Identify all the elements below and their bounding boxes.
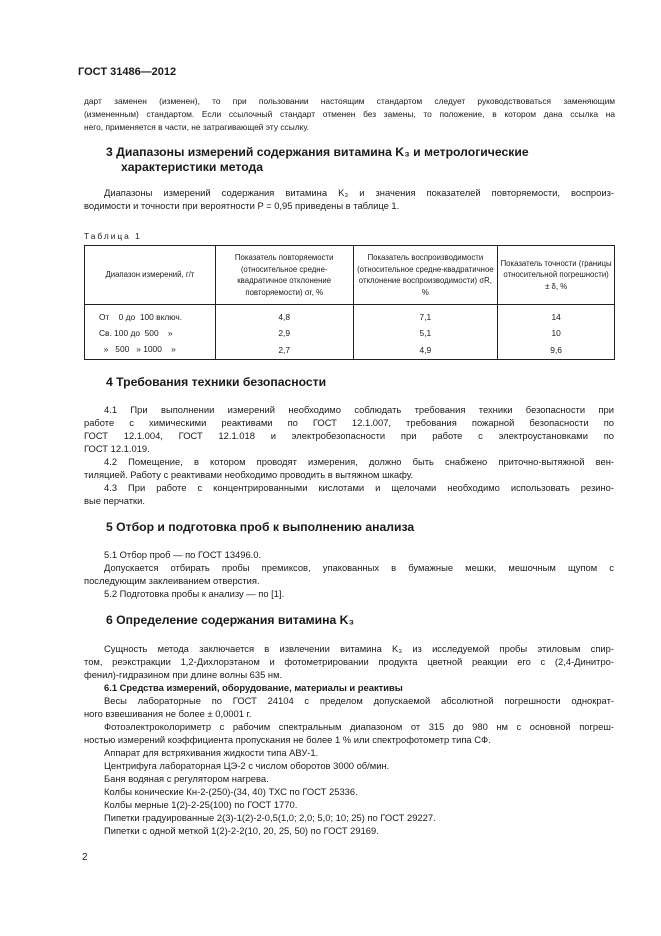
text-line: Допускается отбирать пробы премиксов, упакованных в бумажные мешки, мешочным щупом с — [104, 562, 614, 573]
text-line: Аппарат для встряхивания жидкости типа АВУ-1. — [104, 747, 319, 758]
table-cell: 9,6 — [498, 341, 615, 360]
table-header-cell: Показатель повторяемости (относительное средне-квадратичное отклонение повторяемости) σr, % — [215, 246, 353, 305]
intro-paragraph — [84, 95, 615, 134]
table-header-cell: Показатель воспроизводимости (относительное средне-квадратичное отклонение воспроизводимости) σR, % — [353, 246, 498, 305]
text-line: Диапазоны измерений содержания витамина K₃ и значения показателей повторяемости, воспроиз- — [104, 187, 614, 198]
text-line: вые перчатки. — [84, 495, 145, 506]
table-header-cell: Диапазон измерений, г/т — [85, 246, 216, 305]
section-4-title: 4 Требования техники безопасности — [106, 375, 327, 389]
table-cell: » 500 » 1000 » — [85, 341, 216, 360]
table-caption: Таблица 1 — [84, 231, 142, 241]
text-line: Пипетки градуированные 2(3)-1(2)-2-0,5(1,0; 2,0; 5,0; 10; 25) по ГОСТ 29227. — [104, 812, 436, 823]
section-3-title-cont: характеристики метода — [121, 160, 264, 174]
text-line: ностью измерений коэффициента пропускания не более 1 % или спектрофотометр типа СФ. — [84, 734, 491, 745]
text-line: Пипетки с одной меткой 1(2)-2-2(10, 20, 25, 50) по ГОСТ 29169. — [104, 825, 379, 836]
table-cell: 14 — [498, 305, 615, 326]
text-line: Сущность метода заключается в извлечении витамина K₃ из исследуемой пробы этиловым спир- — [104, 643, 614, 654]
text-line: 4.2 Помещение, в котором проводят измерения, должно быть снабжено приточно-вытяжной вен- — [104, 456, 614, 467]
table-cell: 5,1 — [353, 325, 498, 341]
table-header-row — [85, 246, 615, 305]
section-5-title: 5 Отбор и подготовка проб к выполнению анализа — [106, 520, 415, 534]
text-line: водимости и точности при вероятности P = 0,95 приведены в таблице 1. — [84, 200, 400, 211]
table-cell: Св. 100 до 500 » — [85, 325, 216, 341]
text-line: работе с химическими реактивами по ГОСТ 12.1.007, требования пожарной безопасности по — [84, 417, 614, 428]
table-header-cell: Показатель точности (границы относительной погрешности) ± δ, % — [498, 246, 615, 305]
table-1 — [84, 245, 615, 360]
text-line: Фотоэлектроколориметр с рабочим спектральным диапазоном от 315 до 980 нм с основной погреш- — [104, 721, 614, 732]
text-line: тиляцией. Работу с реактивами необходимо проводить в вытяжном шкафу. — [84, 469, 414, 480]
text-line: 4.3 При работе с концентрированными кислотами и щелочами необходимо использовать резино- — [104, 482, 614, 493]
table-cell: От 0 до 100 включ. — [85, 305, 216, 326]
subsection-6-1-title: 6.1 Средства измерений, оборудование, материалы и реактивы — [104, 682, 403, 693]
section-3-text — [104, 187, 614, 200]
page-number: 2 — [82, 852, 88, 863]
text-line: Баня водяная с регулятором нагрева. — [104, 773, 269, 784]
text-line: фенил)-гидразином при длине волны 635 нм. — [84, 669, 283, 680]
text-line: ГОСТ 12.1.019. — [84, 443, 150, 454]
text-line: дарт заменен (изменен), то при пользовании настоящим стандартом следует руководствоваться заменяющим — [84, 96, 615, 106]
text-line: Колбы конические Кн-2-(250)-(34, 40) ТХС по ГОСТ 25336. — [104, 786, 358, 797]
text-line: Весы лабораторные по ГОСТ 24104 с пределом допускаемой абсолютной погрешности однократ- — [104, 695, 614, 706]
text-line: 5.1 Отбор проб — по ГОСТ 13496.0. — [104, 549, 262, 560]
table-cell: 10 — [498, 325, 615, 341]
table-cell: 2,9 — [215, 325, 353, 341]
section-6-title: 6 Определение содержания витамина K₃ — [106, 613, 355, 627]
text-line: ГОСТ 12.1.004, ГОСТ 12.1.018 и электробезопасности при работе с электроустановками по — [84, 430, 614, 441]
table-cell: 4,9 — [353, 341, 498, 360]
text-line: последующим заклеиванием отверстия. — [84, 575, 260, 586]
table-row — [85, 305, 615, 326]
section-3-title: 3 Диапазоны измерений содержания витамина K₃ и метрологические — [106, 145, 529, 159]
table-cell: 7,1 — [353, 305, 498, 326]
table-row — [85, 325, 615, 341]
text-line: него, применяется в части, не затрагивающей эту ссылку. — [84, 122, 310, 132]
table-cell: 2,7 — [215, 341, 353, 360]
document-header: ГОСТ 31486—2012 — [78, 66, 177, 78]
text-line: Центрифуга лабораторная ЦЭ-2 с числом оборотов 3000 об/мин. — [104, 760, 390, 771]
text-line: ного взвешивания не более ± 0,0001 г. — [84, 708, 252, 719]
text-line: том, реэкстракции 1,2-Дихлорэтаном и фотометрировании продукта цветной реакции его с (2,4-Динитро- — [84, 656, 614, 667]
text-line: Колбы мерные 1(2)-2-25(100) по ГОСТ 1770. — [104, 799, 298, 810]
text-line: (измененным) стандартом. Если ссылочный стандарт отменен без замены, то положение, в котором дана ссылка на — [84, 109, 615, 119]
table-row — [85, 341, 615, 360]
table-cell: 4,8 — [215, 305, 353, 326]
text-line: 4.1 При выполнении измерений необходимо соблюдать требования техники безопасности при — [104, 404, 614, 415]
text-line: 5.2 Подготовка пробы к анализу — по [1]. — [104, 588, 285, 599]
